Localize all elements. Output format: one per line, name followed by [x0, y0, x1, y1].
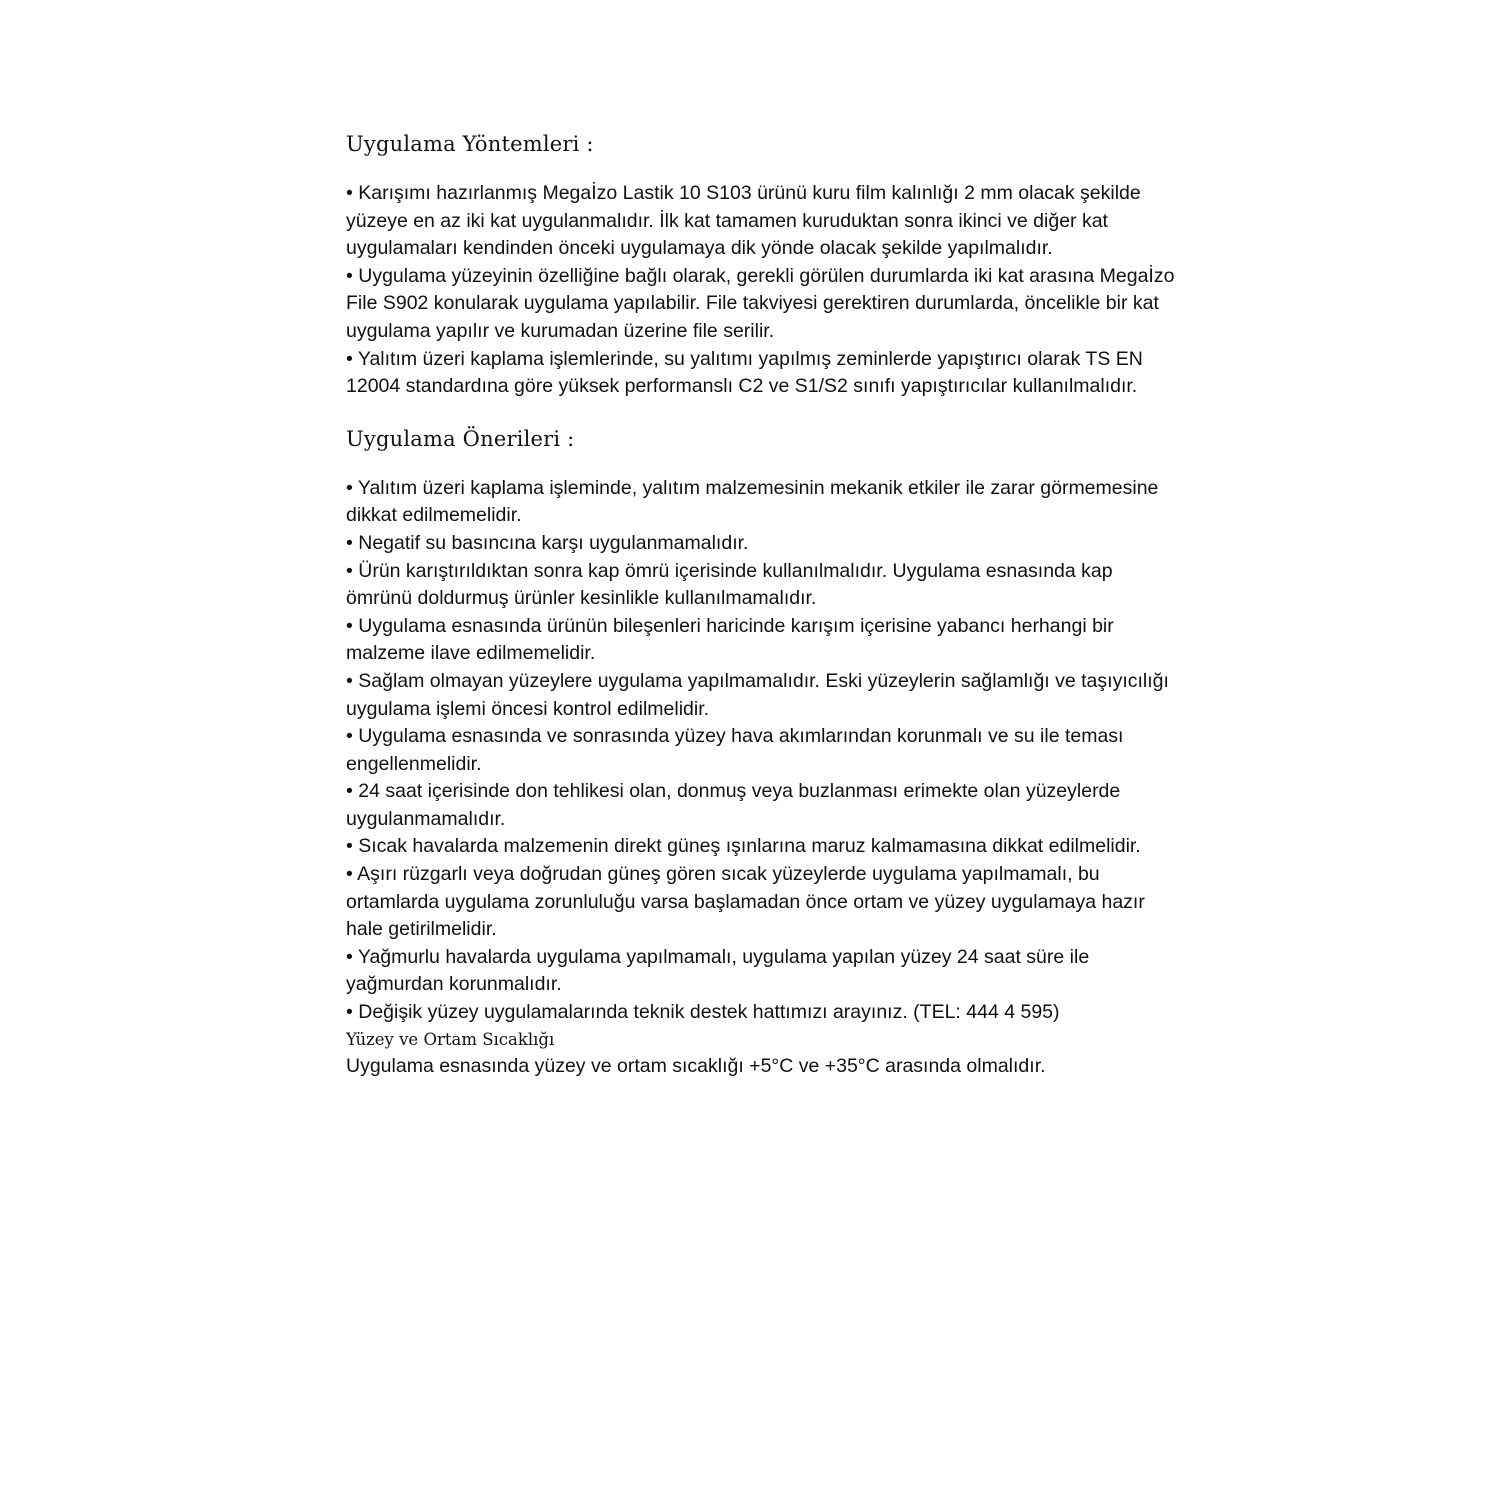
- subheading-yuzey-ortam-sicakligi: Yüzey ve Ortam Sıcaklığı: [346, 1029, 555, 1049]
- recommendation-paragraph-8: • Sıcak havalarda malzemenin direkt güneş ışınlarına maruz kalmamasına dikkat edilmelidir.: [346, 835, 1141, 858]
- recommendation-paragraph-6: • Uygulama esnasında ve sonrasında yüzey hava akımlarından korunmalı ve su ile teması engellenmelidir.: [346, 725, 1124, 775]
- recommendation-paragraph-11: • Değişik yüzey uygulamalarında teknik destek hattımızı arayınız. (TEL: 444 4 595): [346, 1001, 1060, 1024]
- recommendation-paragraph-2: • Negatif su basıncına karşı uygulanmamalıdır.: [346, 531, 749, 554]
- recommendation-paragraph-4: • Uygulama esnasında ürünün bileşenleri haricinde karışım içerisine yabancı herhangi bir malzeme ilave edilmemelidir.: [346, 614, 1114, 665]
- recommendation-paragraph-7: • 24 saat içerisinde don tehlikesi olan, donmuş veya buzlanması erimekte olan yüzeylerde uygulanmamalıdır.: [346, 780, 1121, 830]
- document-page: [346, 128, 1176, 1080]
- section-title-uygulama-onerileri: Uygulama Önerileri :: [346, 426, 575, 451]
- recommendation-paragraph-9: • Aşırı rüzgarlı veya doğrudan güneş gören sıcak yüzeylerde uygulama yapılmamalı, bu ortamlarda uygulama zorunluluğu varsa başlamadan önce ortam ve yüzey uygulamaya hazır hale getirilmelidir.: [346, 863, 1145, 941]
- method-paragraph-1: • Karışımı hazırlanmış Megaİzo Lastik 10 S103 ürünü kuru film kalınlığı 2 mm olacak şekilde yüzeye en az iki kat uygulanmalıdır. İlk kat tamamen kuruduktan sonra ikinci ve diğer kat uygulamaları kendinden önceki uygulamaya dik yönde olacak şekilde yapılmalıdır.: [346, 182, 1141, 260]
- section-title-uygulama-yontemleri: Uygulama Yöntemleri :: [346, 132, 594, 156]
- recommendation-paragraph-10: • Yağmurlu havalarda uygulama yapılmamalı, uygulama yapılan yüzey 24 saat süre ile yağmurdan korunmalıdır.: [346, 945, 1090, 996]
- method-paragraph-3: • Yalıtım üzeri kaplama işlemlerinde, su yalıtımı yapılmış zeminlerde yapıştırıcı olarak TS EN 12004 standardına göre yüksek performanslı C2 ve S1/S2 sınıfı yapıştırıcılar kullanılmalıdır.: [346, 347, 1143, 398]
- recommendation-paragraph-1: • Yalıtım üzeri kaplama işleminde, yalıtım malzemesinin mekanik etkiler ile zarar görmemesine dikkat edilmemelidir.: [346, 476, 1159, 527]
- recommendation-paragraph-5: • Sağlam olmayan yüzeylere uygulama yapılmamalıdır. Eski yüzeylerin sağlamlığı ve taşıyıcılığı uygulama işlemi öncesi kontrol edilmelidir.: [346, 669, 1169, 720]
- method-paragraph-2: • Uygulama yüzeyinin özelliğine bağlı olarak, gerekli görülen durumlarda iki kat arasına Megaİzo File S902 konularak uygulama yapılabilir. File takviyesi gerektiren durumlarda, öncelikle bir kat uygulama yapılır ve kurumadan üzerine file serilir.: [346, 264, 1175, 342]
- temperature-paragraph: Uygulama esnasında yüzey ve ortam sıcaklığı +5°C ve +35°C arasında olmalıdır.: [346, 1054, 1046, 1077]
- recommendation-paragraph-3: • Ürün karıştırıldıktan sonra kap ömrü içerisinde kullanılmalıdır. Uygulama esnasında kap ömrünü doldurmuş ürünler kesinlikle kullanılmamalıdır.: [346, 559, 1113, 610]
